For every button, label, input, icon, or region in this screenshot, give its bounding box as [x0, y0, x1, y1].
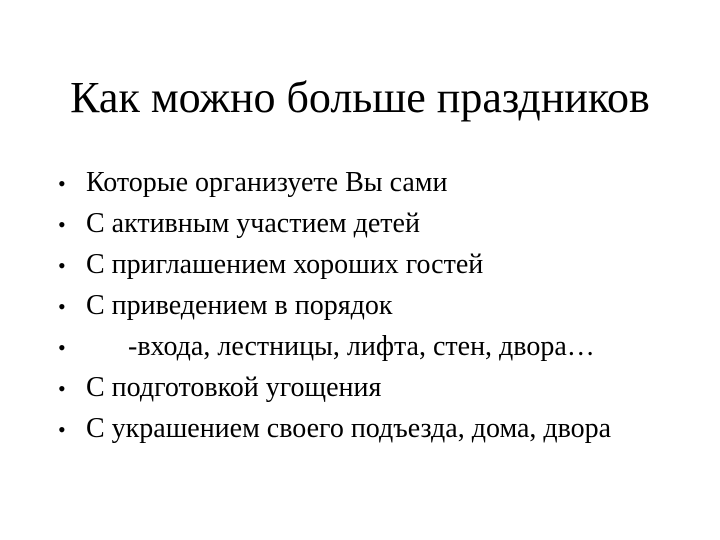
- bullet-icon: •: [58, 335, 66, 360]
- bullet-text: Которые организуете Вы сами: [86, 167, 448, 198]
- bullet-icon: •: [58, 294, 66, 319]
- bullet-text: С украшением своего подъезда, дома, двора: [86, 413, 612, 444]
- bullet-item: [58, 367, 611, 408]
- bullet-item: [58, 162, 611, 203]
- bullet-item: [58, 326, 611, 367]
- bullet-item: [58, 203, 611, 244]
- bullet-text: С подготовкой угощения: [86, 372, 382, 403]
- bullet-text: С активным участием детей: [86, 208, 420, 239]
- bullet-item: [58, 408, 611, 449]
- bullet-icon: •: [58, 253, 66, 278]
- bullet-item: [58, 244, 611, 285]
- bullet-item: [58, 285, 611, 326]
- bullet-text: С приведением в порядок: [86, 290, 393, 321]
- bullet-icon: •: [58, 417, 66, 442]
- bullet-icon: •: [58, 171, 66, 196]
- bullet-list: [58, 162, 611, 449]
- bullet-icon: •: [58, 376, 66, 401]
- bullet-icon: •: [58, 212, 66, 237]
- bullet-text: С приглашением хороших гостей: [86, 249, 484, 280]
- bullet-text: -входа, лестницы, лифта, стен, двора…: [86, 331, 595, 362]
- slide-title: Как можно больше праздников: [70, 73, 650, 122]
